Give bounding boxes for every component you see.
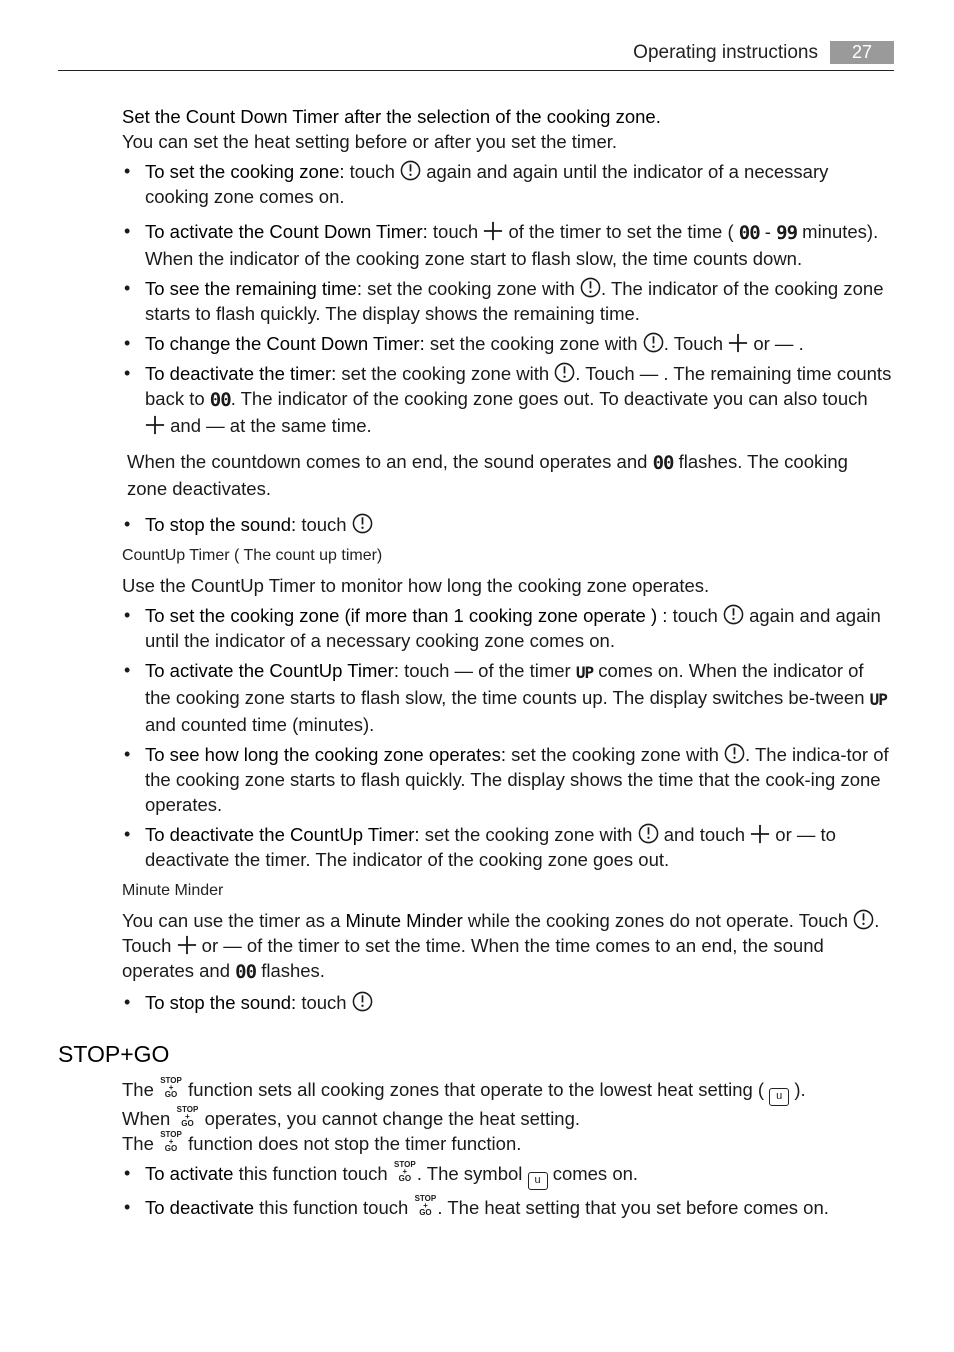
plus-icon (728, 333, 748, 353)
timer-clock-icon (638, 823, 659, 844)
countup-list (122, 603, 892, 872)
timer-clock-icon (724, 743, 745, 764)
page-header (58, 38, 894, 71)
timer-clock-icon (643, 332, 664, 353)
stopgo-line-1: The STOP + GO function sets all cooking zones that operate to the lowest heat setting ( u ). (122, 1077, 892, 1106)
display-99: 99 (776, 222, 798, 244)
header-title: Operating instructions (633, 42, 818, 63)
stopgo-list (122, 1161, 892, 1220)
stop-go-icon: STOP + GO (394, 1160, 416, 1183)
countdown-intro: You can set the heat setting before or after you set the timer. (122, 131, 618, 152)
stop-go-icon: STOP + GO (160, 1076, 182, 1099)
timer-clock-icon (580, 277, 601, 298)
list-item: • To deactivate the timer: set the cooking zone with . Touch — . The remaining time counts back to 00. The indicator of the cooking zone goes out. To deactivate you can also touch and — at the same time. (122, 361, 892, 438)
display-00: 00 (209, 389, 231, 411)
display-00: 00 (738, 222, 760, 244)
stop-go-icon: STOP + GO (160, 1130, 182, 1153)
list-item: • To activate the CountUp Timer: touch — of the timer UP comes on. When the indicator of the cooking zone starts to flash slow, the time counts up. The display switches be-tween UP and counted time (minutes). (122, 658, 892, 737)
up-symbol: UP (869, 690, 887, 709)
countup-intro: Use the CountUp Timer to monitor how long the cooking zone operates. (122, 575, 710, 596)
timer-clock-icon (400, 160, 421, 181)
list-item: • To change the Count Down Timer: set the cooking zone with . Touch or — . (122, 331, 892, 356)
stopgo-heading: STOP+GO (58, 1041, 170, 1067)
timer-clock-icon (723, 604, 744, 625)
up-symbol: UP (575, 663, 594, 682)
minute-minder-heading: Minute Minder (122, 882, 224, 899)
stop-go-icon: STOP + GO (414, 1194, 437, 1217)
list-item: • To deactivate the CountUp Timer: set the cooking zone with and touch or — to deactivate the timer. The indicator of the cooking zone goes out. (122, 822, 892, 872)
plus-icon (483, 221, 503, 241)
plus-icon (145, 415, 165, 435)
timer-clock-icon (352, 513, 373, 534)
list-item: • To set the cooking zone: touch again and again until the indicator of a necessary cooking zone comes on. (122, 159, 892, 209)
box-u-symbol-icon: u (769, 1088, 789, 1106)
stopgo-section (122, 1077, 892, 1220)
timer-clock-icon (853, 909, 874, 930)
display-00: 00 (235, 961, 257, 983)
list-item: • To activate the Count Down Timer: touch of the timer to set the time ( 00 - 99 minutes). When the indicator of the cooking zone start to flash slow, the time counts down. (122, 219, 892, 271)
countup-heading: CountUp Timer ( The count up timer) (122, 547, 383, 564)
list-item: • To see the remaining time: set the cooking zone with . The indicator of the cooking zone starts to flash quickly. The display shows the remaining time. (122, 276, 892, 326)
plus-icon (750, 824, 770, 844)
countdown-section (122, 104, 892, 1015)
countdown-list (122, 159, 892, 438)
page-number: 27 (830, 41, 894, 64)
list-item: • To see how long the cooking zone operates: set the cooking zone with . The indica-tor of the cooking zone starts to flash quickly. The display shows the time that the cook-ing zone operates. (122, 742, 892, 817)
list-item: • To deactivate this function touch STOP + GO . The heat setting that you set before comes on. (122, 1195, 892, 1220)
list-item: • To stop the sound: touch (122, 990, 892, 1015)
timer-clock-icon (554, 362, 575, 383)
countdown-end-note: When the countdown comes to an end, the sound operates and 00 flashes. The cooking zone deactivates. (127, 451, 848, 499)
stopgo-line-2: When STOP + GO operates, you cannot change the heat setting. (122, 1105, 581, 1129)
list-item: • To stop the sound: touch (122, 512, 892, 537)
list-item: • To set the cooking zone (if more than 1 cooking zone operate ) : touch again and again until the indicator of a necessary cooking zone comes on. (122, 603, 892, 653)
list-item: • To activate this function touch STOP + GO . The symbol u comes on. (122, 1161, 892, 1190)
box-u-symbol-icon: u (528, 1172, 548, 1190)
countdown-intro-bold: Set the Count Down Timer after the selection of the cooking zone. (122, 106, 661, 127)
display-00: 00 (652, 452, 674, 474)
stopgo-line-3: The STOP + GO function does not stop the timer function. (122, 1130, 522, 1154)
plus-icon (177, 935, 197, 955)
timer-clock-icon (352, 991, 373, 1012)
stop-go-icon: STOP + GO (176, 1105, 199, 1128)
minute-minder-text: You can use the timer as a Minute Minder while the cooking zones do not operate. Touch . Touch or — of the timer to set the time. When the time comes to an end, the sound operates and 00 flashes. (122, 910, 880, 983)
